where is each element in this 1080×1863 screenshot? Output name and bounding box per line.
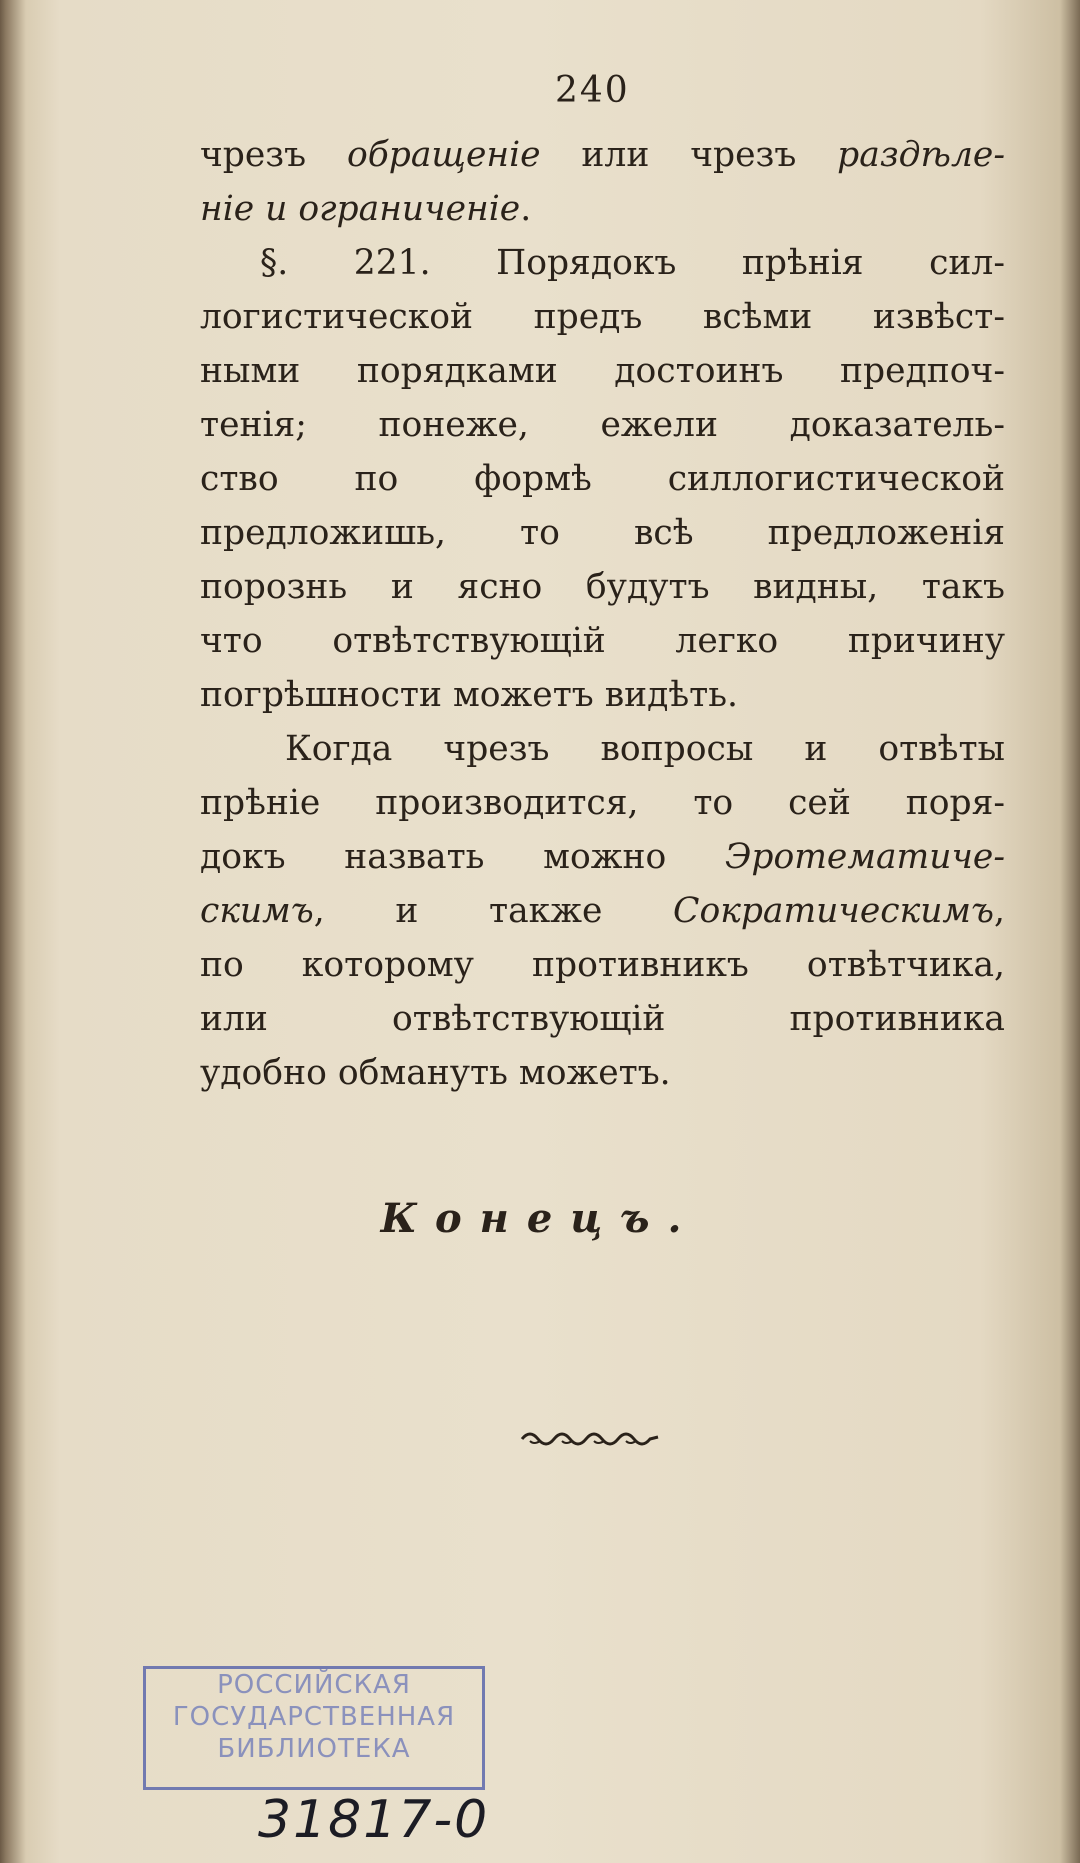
text-line-11: погрѣшности можетъ видѣть. bbox=[200, 675, 739, 715]
library-stamp bbox=[143, 1666, 485, 1790]
text-line-1: чрезъ обращенiе или чрезъ раздѣле- bbox=[200, 135, 1005, 175]
text-line-12: Когда чрезъ вопросы и отвѣты bbox=[285, 729, 1005, 769]
ornament-icon bbox=[520, 1425, 660, 1449]
text-line-18: удобно обмануть можетъ. bbox=[200, 1053, 671, 1093]
text-line-15: скимъ, и также Сократическимъ, bbox=[200, 891, 1005, 931]
body-text bbox=[200, 128, 1005, 1100]
stamp-line-3: БИБЛИОТЕКА bbox=[217, 1734, 411, 1764]
text-line-16: по которому противникъ отвѣтчика, bbox=[200, 945, 1005, 985]
text-line-2: нiе и ограниченiе. bbox=[200, 189, 532, 229]
text-line-13: прѣнiе производится, то сей поря- bbox=[200, 783, 1005, 823]
text-line-7: ство по формѣ силлогистической bbox=[200, 459, 1005, 499]
text-line-4: логистической предъ всѣми извѣст- bbox=[200, 297, 1005, 337]
page-number: 240 bbox=[555, 70, 630, 111]
text-line-5: ными порядками достоинъ предпоч- bbox=[200, 351, 1005, 391]
text-line-10: что отвѣтствующiй легко причину bbox=[200, 621, 1005, 661]
text-line-9: порознь и ясно будутъ видны, такъ bbox=[200, 567, 1005, 607]
stamp-line-2: ГОСУДАРСТВЕННАЯ bbox=[172, 1702, 456, 1732]
text-line-8: предложишь, то всѣ предложенiя bbox=[200, 513, 1005, 553]
text-line-6: тенiя; понеже, ежели доказатель- bbox=[200, 405, 1005, 445]
text-line-3: §. 221. Порядокъ прѣнiя сил- bbox=[260, 243, 1005, 283]
shelfmark: 31817-0 bbox=[258, 1790, 490, 1850]
text-line-17: или отвѣтствующiй противника bbox=[200, 999, 1005, 1039]
stamp-line-1: РОССИЙСКАЯ bbox=[217, 1670, 411, 1700]
ending-heading: Конецъ. bbox=[380, 1195, 700, 1242]
text-line-14: докъ назвать можно Эротематиче- bbox=[200, 837, 1005, 877]
